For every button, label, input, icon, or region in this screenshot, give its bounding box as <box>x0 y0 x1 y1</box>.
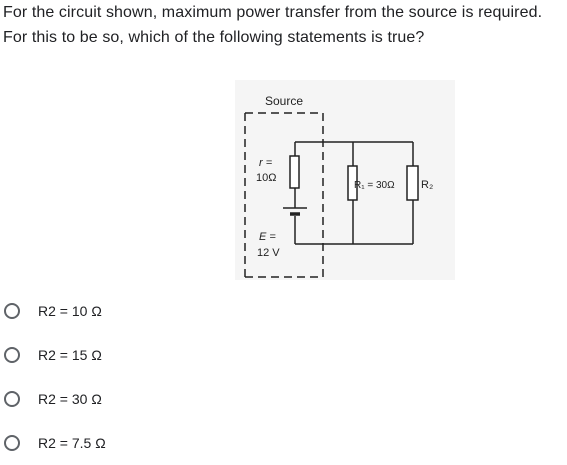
option-r2-7-5[interactable] <box>4 430 106 456</box>
internal-resistance-symbol: r = <box>259 157 273 169</box>
load-resistor-r2 <box>407 166 418 200</box>
source-label: Source <box>265 94 304 108</box>
radio-circle-icon[interactable] <box>4 347 20 363</box>
internal-resistance-value: 10Ω <box>256 172 277 184</box>
option-r2-10[interactable] <box>4 298 102 324</box>
option-label: R2 = 30 Ω <box>38 391 102 407</box>
internal-resistor <box>290 156 299 188</box>
option-label: R2 = 10 Ω <box>38 303 102 319</box>
emf-symbol: E = <box>259 231 276 243</box>
circuit-diagram <box>235 80 455 280</box>
question-text: For the circuit shown, maximum power transfer from the source is required. For this to be so, which of the following statements is true? <box>3 4 543 46</box>
option-label: R2 = 15 Ω <box>38 347 102 363</box>
r1-label: R₁ = 30Ω <box>354 180 395 191</box>
option-r2-30[interactable] <box>4 386 102 412</box>
option-label: R2 = 7.5 Ω <box>38 435 106 451</box>
radio-circle-icon[interactable] <box>4 303 20 319</box>
emf-value: 12 V <box>257 247 280 259</box>
radio-circle-icon[interactable] <box>4 435 20 451</box>
r2-label: R₂ <box>421 179 434 191</box>
option-r2-15[interactable] <box>4 342 102 368</box>
radio-circle-icon[interactable] <box>4 391 20 407</box>
circuit-svg <box>235 80 455 280</box>
